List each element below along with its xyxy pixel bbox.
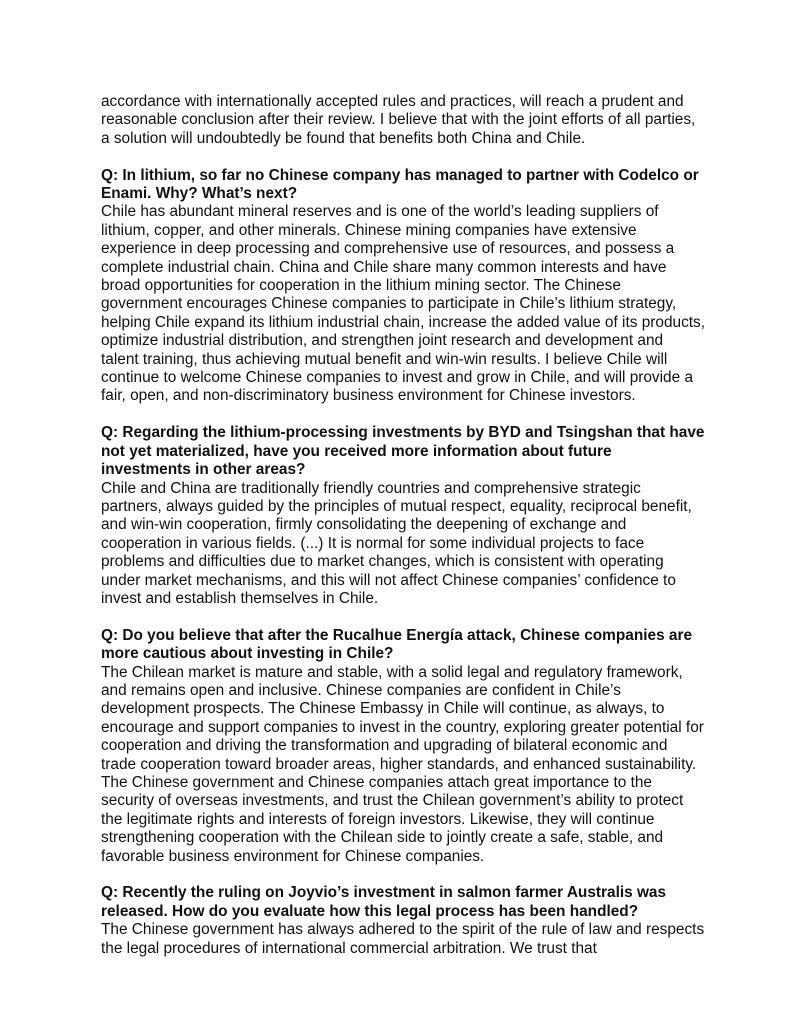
intro-paragraph: accordance with internationally accepted rules and practices, will reach a prudent and reasonable conclusion after their review. I believe that with the joint efforts of all parties, a solution will undoubtedly be found that benefits both China and Chile. <box>101 93 696 147</box>
answer-paragraph: The Chinese government has always adhered to the spirit of the rule of law and respects the legal procedures of international commercial arbitration. We trust that <box>101 921 705 957</box>
question-heading: Q: Do you believe that after the Rucalhue Energía attack, Chinese companies are more cautious about investing in Chile? <box>101 626 693 663</box>
question-heading: Q: Regarding the lithium-processing investments by BYD and Tsingshan that have not yet materialized, have you received more information about future investments in other areas? <box>101 424 705 479</box>
answer-paragraph: Chile has abundant mineral reserves and is one of the world’s leading suppliers of lithium, copper, and other minerals. Chinese mining companies have extensive experience in deep processing and comprehensive use of resources, and possess a complete industrial chain. China and Chile share many common interests and have broad opportunities for cooperation in the lithium mining sector. The Chinese government encourages Chinese companies to participate in Chile’s lithium strategy, helping Chile expand its lithium industrial chain, increase the added value of its products, optimize industrial distribution, and strengthen joint research and development and talent training, thus achieving mutual benefit and win-win results. I believe Chile will continue to welcome Chinese companies to invest and grow in Chile, and will provide a fair, open, and non-discriminatory business environment for Chinese investors. <box>101 203 706 405</box>
qa-block-lithium-partnership <box>101 167 705 406</box>
question-heading: Q: In lithium, so far no Chinese company has managed to partner with Codelco or Enami. Why? What’s next? <box>101 166 699 203</box>
qa-block-byd-tsingshan <box>101 424 705 608</box>
qa-block-rucalhue-attack <box>101 627 705 866</box>
answer-paragraph: The Chilean market is mature and stable, with a solid legal and regulatory framework, and remains open and inclusive. Chinese companies are confident in Chile’s development prospects. The Chinese Embassy in Chile will continue, as always, to encourage and support companies to invest in the country, exploring greater potential for cooperation and driving the transformation and upgrading of bilateral economic and trade cooperation toward broader areas, higher standards, and enhanced sustainability. The Chinese government and Chinese companies attach great importance to the security of overseas investments, and trust the Chilean government’s ability to protect the legitimate rights and interests of foreign investors. Likewise, they will continue strengthening cooperation with the Chilean side to jointly create a safe, stable, and favorable business environment for Chinese companies. <box>101 663 704 865</box>
qa-block-joyvio-australis <box>101 884 705 958</box>
answer-paragraph: Chile and China are traditionally friendly countries and comprehensive strategic partners, always guided by the principles of mutual respect, equality, reciprocal benefit, and win-win cooperation, firmly consolidating the deepening of exchange and cooperation in various fields. (...) It is normal for some individual projects to face problems and difficulties due to market changes, which is consistent with operating under market mechanisms, and this will not affect Chinese companies’ confidence to invest and establish themselves in Chile. <box>101 479 692 607</box>
question-heading: Q: Recently the ruling on Joyvio’s investment in salmon farmer Australis was released. How do you evaluate how this legal process has been handled? <box>101 884 667 920</box>
document-page <box>101 93 705 958</box>
